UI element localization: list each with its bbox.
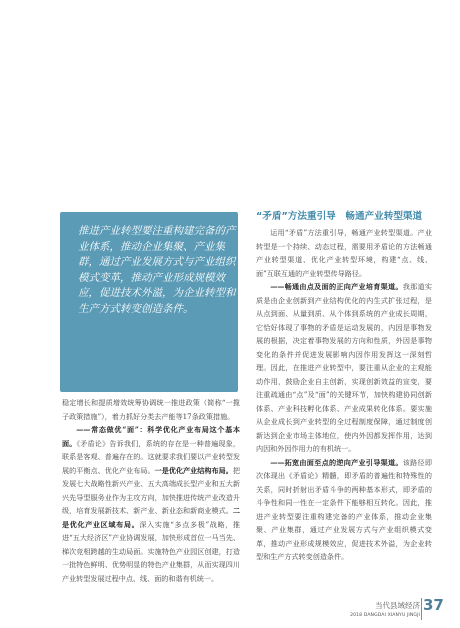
journal-name-cn: 当代县域经济 xyxy=(375,601,420,610)
page-number: 37 xyxy=(423,596,444,614)
journal-name xyxy=(350,600,420,618)
left-paragraph-2 xyxy=(62,423,240,585)
right-subhead-1: ——畅通由点及面的正向产业培育渠道。 xyxy=(270,282,403,291)
journal-name-en: 2018 DANGDAI XIANYU JINGJI xyxy=(350,613,420,618)
right-column xyxy=(256,226,432,564)
left-paragraph-2-body2: 把发展七大战略性新兴产业、五大高端成长型产业和五大新兴先导型服务业作为主攻方向，加快推进传统产业改造升级，培育发展新技术、新产业、新业态和新商业模式。 xyxy=(62,465,241,515)
right-paragraph-2-body: 我那道实质是由企业创新到产业结构优化的内生式扩张过程，是从点到面、从量到质、从个体到系统的产业成长周期，它恰好体现了事物的矛盾是运动发展的，内因是事物发展的根据，决定着事物发展的方向和性质，外因是事物变化的条件并促进发展影响内因作用发挥这一深刻哲理。因此，在推进产业转型中，要注重从企业的主观能动作用，鼓励企业自主创新，实现创新效益的宣变，要注重疏通由“点”及“面”的关键环节，加快构建协同创新体系、产业科技孵化体系、产业成果转化体系。要实施从企业成长到产业转型的全过程制度保障，通过制度创新达到企业市场主体地位，使内外因都发挥作用，达到内因和外因作用力的有机统一。 xyxy=(256,282,433,453)
footer-divider xyxy=(421,598,422,620)
pull-quote-text: 推进产业转型要注重构建完备的产业体系，推动企业集聚、产业集群，通过产业发展方式与产业组织模式变革，推动产业形成规模效应，促进技术外溢，为企业转型和生产方式转变创造条件。 xyxy=(78,225,236,315)
left-column xyxy=(62,396,240,585)
right-paragraph-3-body: 该路径即次体现出《矛盾论》精髓，即矛盾的普遍性和特殊性的关系，同时折射出矛盾斗争的两种基本形式，即矛盾的斗争性和同一性在一定条件下能够相互转化。因此，推进产业转型要注重构建完备的产业体系，推动企业集聚、产业集群，通过产业发展方式与产业组织模式变革，推动产业形成规模效应，促进技术外溢，为企业转型和生产方式转变创造条件。 xyxy=(256,457,433,561)
right-subhead-2: ——拓宽由面至点的逆向产业引导渠道。 xyxy=(270,457,403,467)
section-title: “矛盾”方法重引导 畅通产业转型渠道 xyxy=(256,211,423,222)
right-paragraph-2 xyxy=(256,280,432,456)
left-paragraph-1: 稳定增长和提质增效统筹协调统一推进政策（简称“一揽子政策措施”），着力抓好分类去产能等17条政策措施。 xyxy=(62,398,240,421)
left-paragraph-2-body3: 深入实施“多点多极”战略，推进“五大经济区”产业协调发展，加快形成首位一马当先、梯次竞相跨越的生动局面。实施特色产业园区创建，打造一批特色鲜明、优势明显的特色产业集群，从而实现四川产业转型发展过程中点、线、面的和谐有机统一。 xyxy=(62,519,240,583)
left-subhead-1: ——常态做优“面”：科学优化产业布局这个基本面。 xyxy=(62,425,240,448)
left-paragraph-2-body: 《矛盾论》告诉我们，系统的存在是一种普遍现象，联系是客观、普遍存在的。这就要求我们要以产业转型发展的平衡点、优化产业布局。 xyxy=(62,438,241,475)
right-paragraph-1: 运用“矛盾”方法重引导，畅通产业转型渠道。产业转型是一个持续、动态过程，需要用矛盾论的方法畅通产业转型渠道、优化产业转型环境，构建“点、线、面”互联互通的产业转型传导路径。 xyxy=(256,228,432,278)
pull-quote-box xyxy=(60,212,238,392)
left-bold-lead-1: 一是优化产业结构布局。 xyxy=(154,465,233,475)
left-bold-lead-2: 二是优化产业区域布局。 xyxy=(62,506,240,529)
right-paragraph-3 xyxy=(256,456,432,564)
